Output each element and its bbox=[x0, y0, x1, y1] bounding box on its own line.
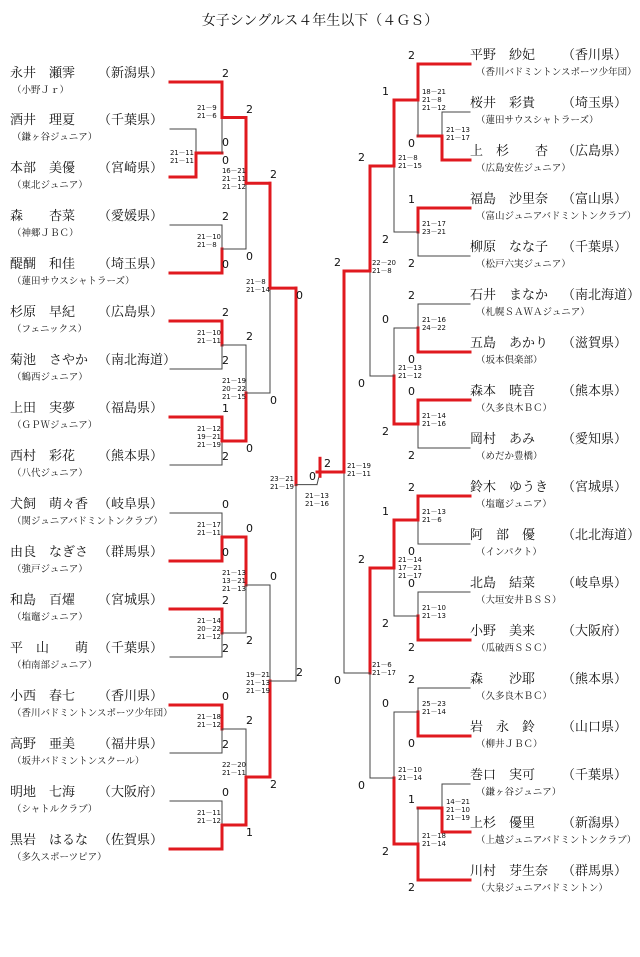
match-score: 0 bbox=[222, 258, 229, 271]
match-score: 0 bbox=[309, 469, 316, 483]
player-prefecture: （千葉県） bbox=[98, 113, 164, 128]
player-name: 森 沙耶 bbox=[470, 672, 536, 687]
player-prefecture: （岐阜県） bbox=[98, 497, 164, 512]
player-name: 黒岩 はるな bbox=[10, 833, 89, 848]
player-club: （鎌ヶ谷ジュニア） bbox=[12, 132, 98, 143]
player-name: 杉原 早紀 bbox=[10, 305, 76, 320]
player-name: 岩 永 鈴 bbox=[470, 720, 536, 735]
player-club: （めだか豊橋） bbox=[476, 451, 543, 462]
game-score: 19－21 21－13 21－19 bbox=[246, 671, 270, 695]
player-club: （神郷ＪＢＣ） bbox=[12, 228, 79, 239]
match-score: 0 bbox=[270, 570, 277, 583]
game-score: 21－8 21－14 bbox=[246, 278, 270, 295]
player-club: （八代ジュニア） bbox=[12, 468, 88, 479]
player-club: （大泉ジュニアバドミントン） bbox=[476, 883, 608, 894]
game-score: 21－8 21－15 bbox=[398, 154, 422, 170]
game-score: 16－21 21－11 21－12 bbox=[222, 167, 246, 192]
match-score: 2 bbox=[222, 306, 229, 319]
game-score: 21－19 21－11 bbox=[347, 462, 371, 478]
game-score: 21－13 21－17 bbox=[446, 126, 470, 142]
game-score: 21－9 21－6 bbox=[197, 104, 217, 120]
match-score: 2 bbox=[246, 102, 253, 116]
match-score: 2 bbox=[334, 256, 341, 269]
match-score: 2 bbox=[408, 289, 415, 302]
match-score: 2 bbox=[222, 450, 229, 463]
match-score: 2 bbox=[222, 642, 229, 655]
player-name: 柳原 なな子 bbox=[470, 240, 549, 255]
player-prefecture: （千葉県） bbox=[98, 641, 164, 656]
game-score: 21－10 21－14 bbox=[398, 766, 422, 782]
game-score: 21－6 21－17 bbox=[372, 661, 396, 677]
player-prefecture: （埼玉県） bbox=[98, 257, 164, 272]
match-score: 0 bbox=[358, 779, 365, 792]
match-score: 0 bbox=[382, 313, 389, 326]
match-score: 0 bbox=[222, 786, 229, 799]
match-score: 0 bbox=[246, 442, 253, 455]
final-game-score: 21－13 21－16 bbox=[305, 492, 329, 509]
game-score: 21－17 23－21 bbox=[422, 220, 446, 236]
match-score: 0 bbox=[222, 136, 229, 149]
match-score: 1 bbox=[222, 402, 229, 415]
player-prefecture: （千葉県） bbox=[562, 768, 628, 783]
match-score: 2 bbox=[270, 778, 277, 791]
player-club: （坂本倶楽部） bbox=[476, 355, 543, 366]
player-prefecture: （広島県） bbox=[562, 144, 628, 159]
player-club: （蓮田サウスシャトラーズ） bbox=[476, 115, 599, 126]
player-prefecture: （群馬県） bbox=[562, 864, 628, 879]
game-score: 21－16 24－22 bbox=[422, 316, 446, 332]
player-club: （札幌ＳＡＷＡジュニア） bbox=[476, 307, 590, 318]
player-prefecture: （千葉県） bbox=[562, 240, 628, 255]
player-name: 川村 芽生奈 bbox=[470, 864, 549, 879]
player-prefecture: （滋賀県） bbox=[562, 336, 628, 351]
game-score: 21－11 21－12 bbox=[197, 809, 221, 825]
page-title: 女子シングルス４年生以下（４ＧＳ） bbox=[201, 13, 439, 29]
match-score: 2 bbox=[408, 449, 415, 462]
game-score: 14－21 21－10 21－19 bbox=[446, 798, 470, 822]
match-score: 2 bbox=[408, 881, 415, 894]
match-score: 2 bbox=[408, 481, 415, 494]
game-score: 25－23 21－14 bbox=[422, 700, 446, 716]
player-club: （塩竈ジュニア） bbox=[476, 499, 552, 510]
player-name: 福島 沙里奈 bbox=[470, 192, 549, 207]
player-club: （蓮田サウスシャトラーズ） bbox=[12, 276, 135, 287]
player-name: 巻口 実可 bbox=[470, 768, 536, 783]
game-score: 21－13 13－21 21－13 bbox=[222, 569, 246, 593]
match-score: 0 bbox=[408, 385, 415, 398]
match-score: 0 bbox=[296, 289, 303, 303]
match-score: 2 bbox=[270, 168, 277, 182]
player-club: （鶴西ジュニア） bbox=[12, 372, 88, 383]
match-score: 2 bbox=[408, 49, 415, 62]
player-name: 小野 美来 bbox=[470, 624, 536, 639]
game-score: 18－21 21－8 21－12 bbox=[422, 88, 446, 112]
player-prefecture: （熊本県） bbox=[562, 672, 628, 687]
player-club: （シャトルクラブ） bbox=[12, 804, 98, 815]
player-name: 上杉 優里 bbox=[470, 816, 536, 831]
match-score: 2 bbox=[358, 553, 365, 566]
player-prefecture: （福島県） bbox=[98, 401, 164, 416]
player-name: 鈴木 ゆうき bbox=[470, 480, 549, 495]
game-score: 22－20 21－8 bbox=[372, 259, 396, 275]
player-prefecture: （宮城県） bbox=[562, 480, 628, 495]
match-score: 2 bbox=[222, 594, 229, 607]
player-name: 永井 瀬霁 bbox=[10, 66, 76, 81]
match-score: 1 bbox=[408, 793, 415, 806]
player-club: （富山ジュニアバドミントンクラブ） bbox=[476, 211, 637, 222]
match-score: 1 bbox=[246, 826, 253, 839]
match-score: 2 bbox=[246, 634, 253, 647]
player-prefecture: （新潟県） bbox=[98, 66, 164, 81]
player-club: （柏南部ジュニア） bbox=[12, 660, 98, 671]
player-name: 上田 実夢 bbox=[10, 401, 76, 416]
player-prefecture: （南北海道） bbox=[98, 353, 177, 368]
game-score: 21－14 21－16 bbox=[422, 412, 446, 428]
player-name: 五島 あかり bbox=[470, 336, 549, 351]
player-club: （フェニックス） bbox=[12, 324, 88, 335]
player-prefecture: （香川県） bbox=[98, 689, 164, 704]
player-name: 犬飼 萌々香 bbox=[10, 497, 89, 512]
player-club: （坂井バドミントンスクール） bbox=[12, 756, 145, 767]
player-prefecture: （愛知県） bbox=[562, 432, 628, 447]
player-name: 森本 暁音 bbox=[470, 384, 536, 399]
match-score: 0 bbox=[408, 545, 415, 558]
match-score: 2 bbox=[358, 151, 365, 164]
player-club: （鎌ヶ谷ジュニア） bbox=[476, 787, 562, 798]
game-score: 21－13 21－6 bbox=[422, 508, 446, 524]
match-score: 0 bbox=[382, 697, 389, 710]
player-club: （久多良木ＢＣ） bbox=[476, 403, 553, 414]
player-club: （塩竈ジュニア） bbox=[12, 612, 88, 623]
player-prefecture: （北北海道） bbox=[562, 528, 640, 543]
match-score: 0 bbox=[408, 737, 415, 750]
player-prefecture: （大阪府） bbox=[562, 624, 628, 639]
game-score: 23－21 21－19 bbox=[270, 474, 294, 491]
match-score: 0 bbox=[334, 674, 341, 687]
player-club: （東北ジュニア） bbox=[12, 180, 88, 191]
match-score: 2 bbox=[382, 617, 389, 630]
match-score: 2 bbox=[296, 666, 303, 679]
game-score: 21－10 21－13 bbox=[422, 604, 446, 620]
player-prefecture: （大阪府） bbox=[98, 785, 164, 800]
player-prefecture: （香川県） bbox=[562, 48, 628, 63]
match-score: 2 bbox=[408, 257, 415, 270]
game-score: 21－10 21－11 bbox=[197, 329, 221, 345]
player-prefecture: （広島県） bbox=[98, 305, 164, 320]
player-club: （上越ジュニアバドミントンクラブ） bbox=[476, 835, 637, 846]
match-score: 2 bbox=[382, 233, 389, 246]
match-score: 0 bbox=[408, 577, 415, 590]
player-name: 岡村 あみ bbox=[470, 432, 536, 447]
match-score: 2 bbox=[246, 330, 253, 343]
game-score: 21－18 21－14 bbox=[422, 832, 446, 848]
player-club: （香川バドミントンスポーツ少年団） bbox=[476, 67, 637, 78]
player-name: 小西 春七 bbox=[10, 689, 76, 704]
player-prefecture: （富山県） bbox=[562, 192, 628, 207]
match-score: 1 bbox=[382, 85, 389, 98]
player-prefecture: （岐阜県） bbox=[562, 576, 628, 591]
player-club: （ＧＰＷジュニア） bbox=[12, 420, 98, 431]
player-name: 石井 まなか bbox=[470, 288, 549, 303]
player-name: 本部 美優 bbox=[10, 161, 76, 176]
player-name: 酒井 理夏 bbox=[10, 113, 76, 128]
player-name: 北島 結菜 bbox=[470, 576, 536, 591]
match-score: 0 bbox=[222, 154, 229, 167]
player-prefecture: （宮城県） bbox=[98, 593, 164, 608]
match-score: 0 bbox=[408, 137, 415, 150]
player-prefecture: （熊本県） bbox=[98, 449, 164, 464]
player-prefecture: （新潟県） bbox=[562, 816, 628, 831]
match-score: 2 bbox=[246, 714, 253, 727]
game-score: 21－14 17－21 21－17 bbox=[398, 556, 422, 580]
match-score: 0 bbox=[222, 690, 229, 703]
player-name: 平野 紗妃 bbox=[470, 48, 536, 63]
player-name: 高野 亜美 bbox=[10, 737, 76, 752]
player-club: （松戸六実ジュニア） bbox=[476, 259, 571, 270]
match-score: 2 bbox=[222, 354, 229, 367]
match-score: 0 bbox=[408, 353, 415, 366]
game-score: 21－18 21－12 bbox=[197, 713, 221, 729]
game-score: 21－11 21－11 bbox=[170, 149, 194, 165]
match-score: 0 bbox=[270, 394, 277, 407]
player-prefecture: （宮崎県） bbox=[98, 161, 164, 176]
player-name: 平 山 萌 bbox=[10, 641, 89, 656]
player-club: （インパクト） bbox=[476, 547, 542, 558]
player-name: 上 杉 杏 bbox=[470, 144, 549, 159]
player-prefecture: （群馬県） bbox=[98, 545, 164, 560]
player-prefecture: （山口県） bbox=[562, 720, 628, 735]
player-club: （関ジュニアバドミントンクラブ） bbox=[12, 516, 163, 527]
match-score: 2 bbox=[382, 845, 389, 858]
match-score: 0 bbox=[222, 546, 229, 559]
player-club: （大垣安井ＢＳＳ） bbox=[476, 595, 562, 606]
player-name: 桜井 彩貴 bbox=[470, 96, 536, 111]
match-score: 2 bbox=[222, 738, 229, 751]
match-score: 2 bbox=[382, 425, 389, 438]
player-club: （広島安佐ジュニア） bbox=[476, 163, 571, 174]
player-prefecture: （熊本県） bbox=[562, 384, 628, 399]
player-name: 森 杏菜 bbox=[10, 209, 76, 224]
game-score: 21－12 19－21 21－19 bbox=[197, 425, 221, 449]
match-score: 2 bbox=[222, 210, 229, 223]
game-score: 21－14 20－22 21－12 bbox=[197, 617, 221, 641]
player-prefecture: （愛媛県） bbox=[98, 209, 164, 224]
player-name: 由良 なぎさ bbox=[10, 545, 89, 560]
match-score: 0 bbox=[246, 250, 253, 263]
game-score: 22－20 21－11 bbox=[222, 761, 246, 777]
player-club: （瓜破西ＳＳＣ） bbox=[476, 643, 553, 654]
player-prefecture: （南北海道） bbox=[562, 288, 640, 303]
player-name: 菊池 さやか bbox=[10, 353, 89, 368]
match-score: 2 bbox=[222, 67, 229, 80]
player-name: 明地 七海 bbox=[10, 785, 76, 800]
player-club: （小野Ｊｒ） bbox=[12, 85, 70, 96]
player-club: （強戸ジュニア） bbox=[12, 564, 88, 575]
player-prefecture: （埼玉県） bbox=[562, 96, 628, 111]
player-name: 西村 彩花 bbox=[10, 449, 76, 464]
match-score: 1 bbox=[408, 193, 415, 206]
game-score: 21－10 21－8 bbox=[197, 233, 221, 249]
match-score: 2 bbox=[408, 673, 415, 686]
match-score: 0 bbox=[246, 522, 253, 535]
match-score: 2 bbox=[408, 641, 415, 654]
player-club: （柳井ＪＢＣ） bbox=[476, 739, 543, 750]
player-name: 醍醐 和佳 bbox=[10, 257, 76, 272]
player-club: （久多良木ＢＣ） bbox=[476, 691, 553, 702]
match-score: 1 bbox=[382, 505, 389, 518]
game-score: 21－19 20－22 21－15 bbox=[222, 377, 246, 401]
game-score: 21－13 21－12 bbox=[398, 364, 422, 380]
player-club: （多久スポーツピア） bbox=[12, 852, 107, 863]
player-club: （香川バドミントンスポーツ少年団） bbox=[12, 708, 173, 719]
player-name: 阿 部 優 bbox=[470, 528, 536, 543]
game-score: 21－17 21－11 bbox=[197, 521, 221, 537]
match-score: 0 bbox=[358, 377, 365, 390]
match-score: 0 bbox=[222, 498, 229, 511]
player-name: 和島 百燿 bbox=[10, 593, 76, 608]
match-score: 2 bbox=[324, 457, 331, 470]
player-prefecture: （佐賀県） bbox=[98, 833, 164, 848]
player-prefecture: （福井県） bbox=[98, 737, 164, 752]
